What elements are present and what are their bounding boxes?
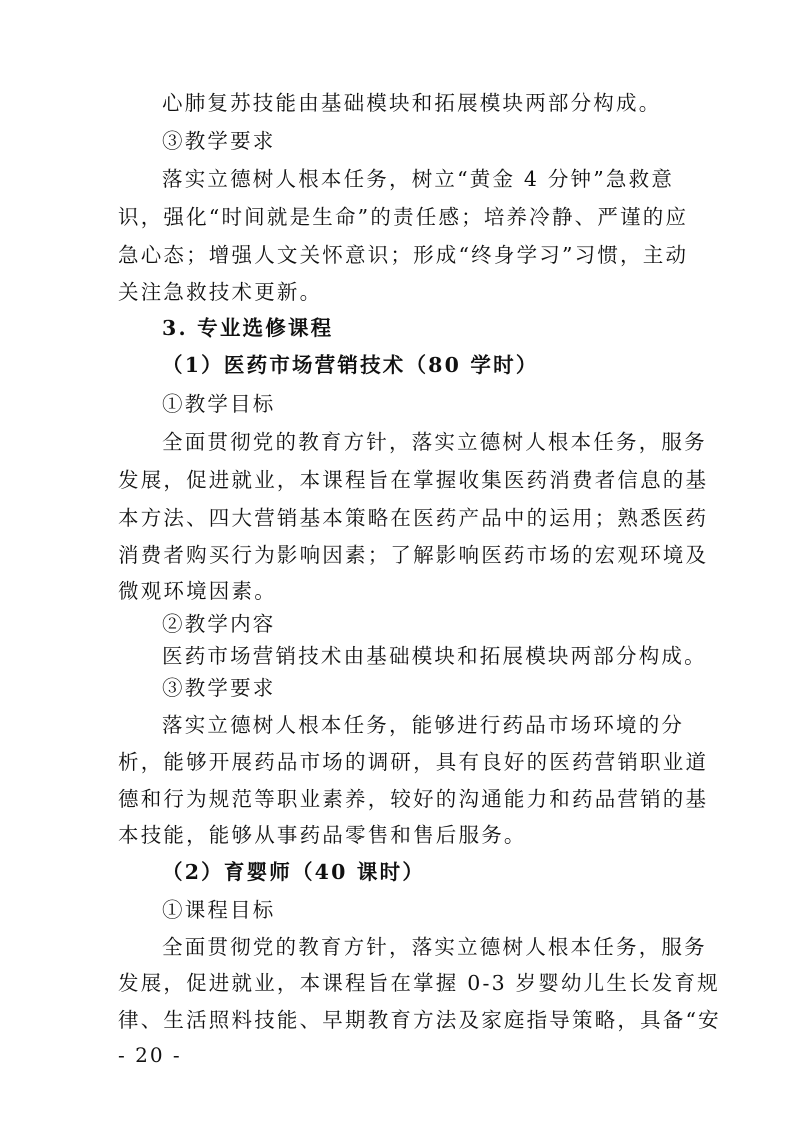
section-heading: ①课程目标 [162,898,276,922]
text-line: 急心态；增强人文关怀意识；形成“终身学习”习惯，主动 [118,243,689,267]
text-line: 发展，促进就业，本课程旨在掌握收集医药消费者信息的基 [118,468,709,492]
text-line: 本方法、四大营销基本策略在医药产品中的运用；熟悉医药 [118,506,709,530]
page-number: - 20 - [118,1043,182,1067]
text-line: 发展，促进就业，本课程旨在掌握 0-3 岁婴幼儿生长发育规 [118,971,720,995]
course-heading: （1）医药市场营销技术（80 学时） [162,353,539,377]
section-heading: ③教学要求 [162,129,276,153]
text-line: 全面贯彻党的教育方针，落实立德树人根本任务，服务 [162,430,707,454]
chapter-heading: 3. 专业选修课程 [162,316,334,340]
text-line: 关注急救技术更新。 [118,280,323,304]
section-heading: ③教学要求 [162,676,276,700]
text-line: 德和行为规范等职业素养，较好的沟通能力和药品营销的基 [118,787,709,811]
text-line: 全面贯彻党的教育方针，落实立德树人根本任务，服务 [162,935,707,959]
text-line: 识，强化“时间就是生命”的责任感；培养冷静、严谨的应 [118,205,689,229]
text-line: 律、生活照料技能、早期教育方法及家庭指导策略，具备“安 [118,1008,721,1032]
text-line: 医药市场营销技术由基础模块和拓展模块两部分构成。 [162,644,707,668]
text-line: 落实立德树人根本任务，树立“黄金 4 分钟”急救意 [162,167,675,191]
text-line: 析，能够开展药品市场的调研，具有良好的医药营销职业道 [118,750,709,774]
text-line: 消费者购买行为影响因素；了解影响医药市场的宏观环境及 [118,543,709,567]
section-heading: ②教学内容 [162,612,276,636]
text-line: 落实立德树人根本任务，能够进行药品市场环境的分 [162,713,685,737]
text-line: 心肺复苏技能由基础模块和拓展模块两部分构成。 [162,91,662,115]
text-line: 本技能，能够从事药品零售和售后服务。 [118,823,527,847]
text-line: 微观环境因素。 [118,579,277,603]
section-heading: ①教学目标 [162,392,276,416]
course-heading: （2）育婴师（40 课时） [162,860,426,884]
